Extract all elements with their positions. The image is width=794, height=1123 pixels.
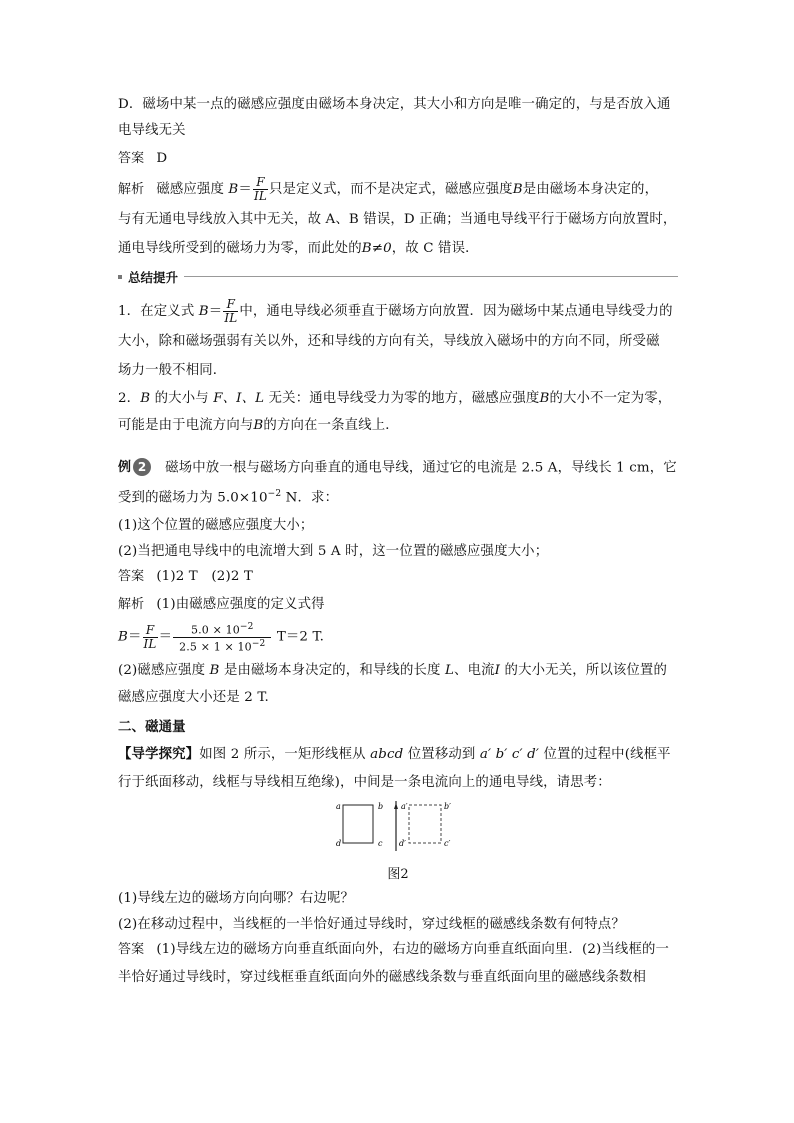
guide-answer-line-2: 半恰好通过导线时，穿过线框垂直纸面向外的磁感线条数与垂直纸面向里的磁感线条数相 <box>118 969 647 985</box>
summary-item-1: 1．在定义式 B＝ $\frac{F}{IL}$ 中，通电导线必须垂直于磁场方向放置．因为磁场中某点通电导线受力的 <box>118 296 673 325</box>
guide-line-1 <box>118 742 678 768</box>
symbol-b: B <box>253 418 264 433</box>
analysis-text: (1)由磁感应强度的定义式得 <box>156 596 325 612</box>
analysis-text: ，故 C 错误． <box>391 241 479 256</box>
divider <box>184 276 678 277</box>
symbol-b: B <box>140 390 151 406</box>
summary-title: 总结提升 <box>128 269 179 285</box>
analysis-label: 解析 <box>118 181 145 197</box>
guide-line-2: 行于纸面移动，线框与导线相互绝缘)，中间是一条电流向上的通电导线，请思考： <box>118 774 611 790</box>
example-badge-label: 例 <box>118 459 132 475</box>
guide-text: 如图 2 所示，一矩形线框从 <box>199 747 371 763</box>
summary-text: 的方向在一条直线上． <box>263 418 399 433</box>
summary-text: 无关：通电导线受力为零的地方，磁感应强度 <box>264 390 540 406</box>
example-2-answer <box>118 564 678 590</box>
wire-frame-diagram <box>333 801 463 857</box>
frame-abcd <box>343 805 373 843</box>
label-b: b <box>378 802 384 812</box>
analysis-text: 是由磁场本身决定的，和导线的长度 <box>219 662 445 678</box>
fraction-f-over-il <box>253 176 268 203</box>
answer-value: D <box>156 151 168 166</box>
arrow-up-icon <box>394 803 398 809</box>
guide-q2: (2)在移动过程中，当线框的一半恰好通过导线时，穿过线框的磁感线条数有何特点？ <box>118 916 625 932</box>
label-d: d <box>336 839 342 849</box>
answer-1 <box>118 146 678 172</box>
analysis-text: 只是定义式，而不是决定式，磁感应强度 <box>268 181 513 197</box>
square-bullet-icon <box>118 275 122 279</box>
formula-lhs: B <box>198 303 209 319</box>
label-b-prime: b′ <box>444 802 451 812</box>
formula-lhs: B <box>228 181 239 197</box>
fraction-numerator: F <box>226 296 236 311</box>
symbol-b: B <box>539 390 550 406</box>
denominator-text: 2.5 × 1 × 10 <box>179 640 252 654</box>
example-text: 磁场中放一根与磁场方向垂直的通电导线，通过它的电流是 2.5 A，导线长 1 cm，它 <box>165 459 677 475</box>
summary-section-bar <box>118 268 678 286</box>
guide-label: 【导学探究】 <box>118 747 200 763</box>
analysis-text: 通电导线所受到的磁场力为零，而此处的 <box>118 241 362 256</box>
example-2-analysis-3: 磁感应强度大小还是 2 T. <box>118 690 269 706</box>
frame-abcd-prime <box>409 805 441 843</box>
fraction-f-over-il <box>143 624 158 651</box>
answer-text: (1)导线左边的磁场方向垂直纸面向外，右边的磁场方向垂直纸面向里．(2)当线框的一 <box>156 942 670 958</box>
summary-text: 的大小不一定为零， <box>549 390 672 406</box>
symbol-abcd-prime: a′ b′ c′ d′ <box>479 747 540 763</box>
summary-item-1-line-3: 场力一般不相同． <box>118 363 227 378</box>
answer-label: 答案 <box>118 942 145 958</box>
numerator-text: 5.0 × 10 <box>191 623 240 637</box>
answer-value: (1)2 T (2)2 T <box>156 569 254 585</box>
fraction-f-over-il <box>223 298 238 325</box>
summary-text: 中，通电导线必须垂直于磁场方向放置．因为磁场中某点通电导线受力的 <box>239 303 673 319</box>
symbol-b: B <box>512 181 523 197</box>
label-a: a <box>336 802 341 812</box>
symbol-b: B <box>209 662 220 678</box>
summary-text: 1．在定义式 <box>118 303 199 319</box>
example-2-q2: (2)当把通电导线中的电流增大到 5 A 时，这一位置的磁感应强度大小； <box>118 543 549 559</box>
example-2-line-1 <box>118 455 678 481</box>
guide-answer <box>118 937 678 963</box>
guide-text: 位置的过程中(线框平 <box>539 747 671 763</box>
exponent: −2 <box>251 638 266 649</box>
label-c: c <box>378 839 383 849</box>
label-a-prime: a′ <box>401 802 408 812</box>
analysis-text: 的大小无关，所以该位置的 <box>500 662 668 678</box>
option-d: D．磁场中某一点的磁感应强度由磁场本身决定，其大小和方向是唯一确定的，与是否放入通电导线无关 <box>118 97 671 138</box>
example-2-analysis-2 <box>118 658 678 684</box>
fraction-numerator: F <box>145 622 155 637</box>
fraction-numerator <box>173 621 271 637</box>
formula-lhs: B <box>118 629 128 645</box>
summary-item-1-line-2: 大小，除和磁场强弱有关以外，还和导线的方向有关，导线放入磁场中的方向不同，所受磁 <box>118 333 660 349</box>
figure-caption: 图2 <box>387 867 409 883</box>
summary-text: 可能是由于电流方向与 <box>118 418 254 433</box>
analysis-text: 、电流 <box>454 662 495 678</box>
section-2-heading: 二、磁通量 <box>118 719 186 735</box>
example-2-line-2 <box>118 482 678 511</box>
exponent: −2 <box>267 489 282 500</box>
summary-item-2-line-2 <box>118 413 678 439</box>
symbol-abcd: abcd <box>370 747 404 763</box>
symbol-i: I <box>494 662 501 678</box>
content <box>118 92 678 990</box>
label-d-prime: d′ <box>399 839 406 849</box>
figure-2 <box>118 801 678 861</box>
summary-item-2 <box>118 386 678 412</box>
fraction-numeric <box>173 621 271 653</box>
calculation: B＝ $\frac{F}{IL}$ ＝ $\frac{5.0 \times 10^{-2}}{2.5 \times 1 \times 10^{-2}}$ T＝2 T. <box>118 622 325 654</box>
fraction-numerator: F <box>256 174 265 189</box>
fraction-denominator <box>173 637 271 654</box>
analysis-1-line-3 <box>118 236 678 262</box>
fraction-denominator: IL <box>224 310 238 325</box>
analysis-text: 是由磁场本身决定的， <box>522 181 659 197</box>
label-c-prime: c′ <box>444 839 451 849</box>
inequality: B≠0 <box>361 241 392 256</box>
fraction-denominator: IL <box>253 188 267 203</box>
summary-text: 的大小与 <box>150 390 214 406</box>
analysis-1-line-1: 解析 磁感应强度 B＝ $\frac{F}{IL}$ 只是定义式，而不是决定式，磁感应强度B是由磁场本身决定的， <box>118 174 659 203</box>
answer-label: 答案 <box>118 151 145 166</box>
analysis-label: 解析 <box>118 596 145 612</box>
symbol-l: L <box>445 662 455 678</box>
fraction-denominator: IL <box>143 636 157 651</box>
analysis-1-line-2: 与有无通电导线放入其中无关，故 A、B 错误，D 正确；当通电导线平行于磁场方向放置时， <box>118 211 677 227</box>
guide-q1: (1)导线左边的磁场方向向哪？右边呢？ <box>118 891 355 907</box>
analysis-text: 磁感应强度 <box>156 181 229 197</box>
example-text: N．求： <box>281 490 339 506</box>
example-text: 受到的磁场力为 5.0×10 <box>118 490 268 506</box>
answer-label: 答案 <box>118 569 145 585</box>
calc-result: T＝2 T. <box>272 629 325 645</box>
analysis-text: (2)磁感应强度 <box>118 662 210 678</box>
example-number-icon: 2 <box>133 458 151 476</box>
exponent: −2 <box>239 622 254 633</box>
summary-text: 2． <box>118 390 141 406</box>
example-badge <box>118 455 151 481</box>
example-2-analysis <box>118 592 678 618</box>
example-2-q1: (1)这个位置的磁感应强度大小； <box>118 518 314 534</box>
guide-text: 位置移动到 <box>403 747 480 763</box>
symbols-fil: F、I、L <box>213 390 265 406</box>
